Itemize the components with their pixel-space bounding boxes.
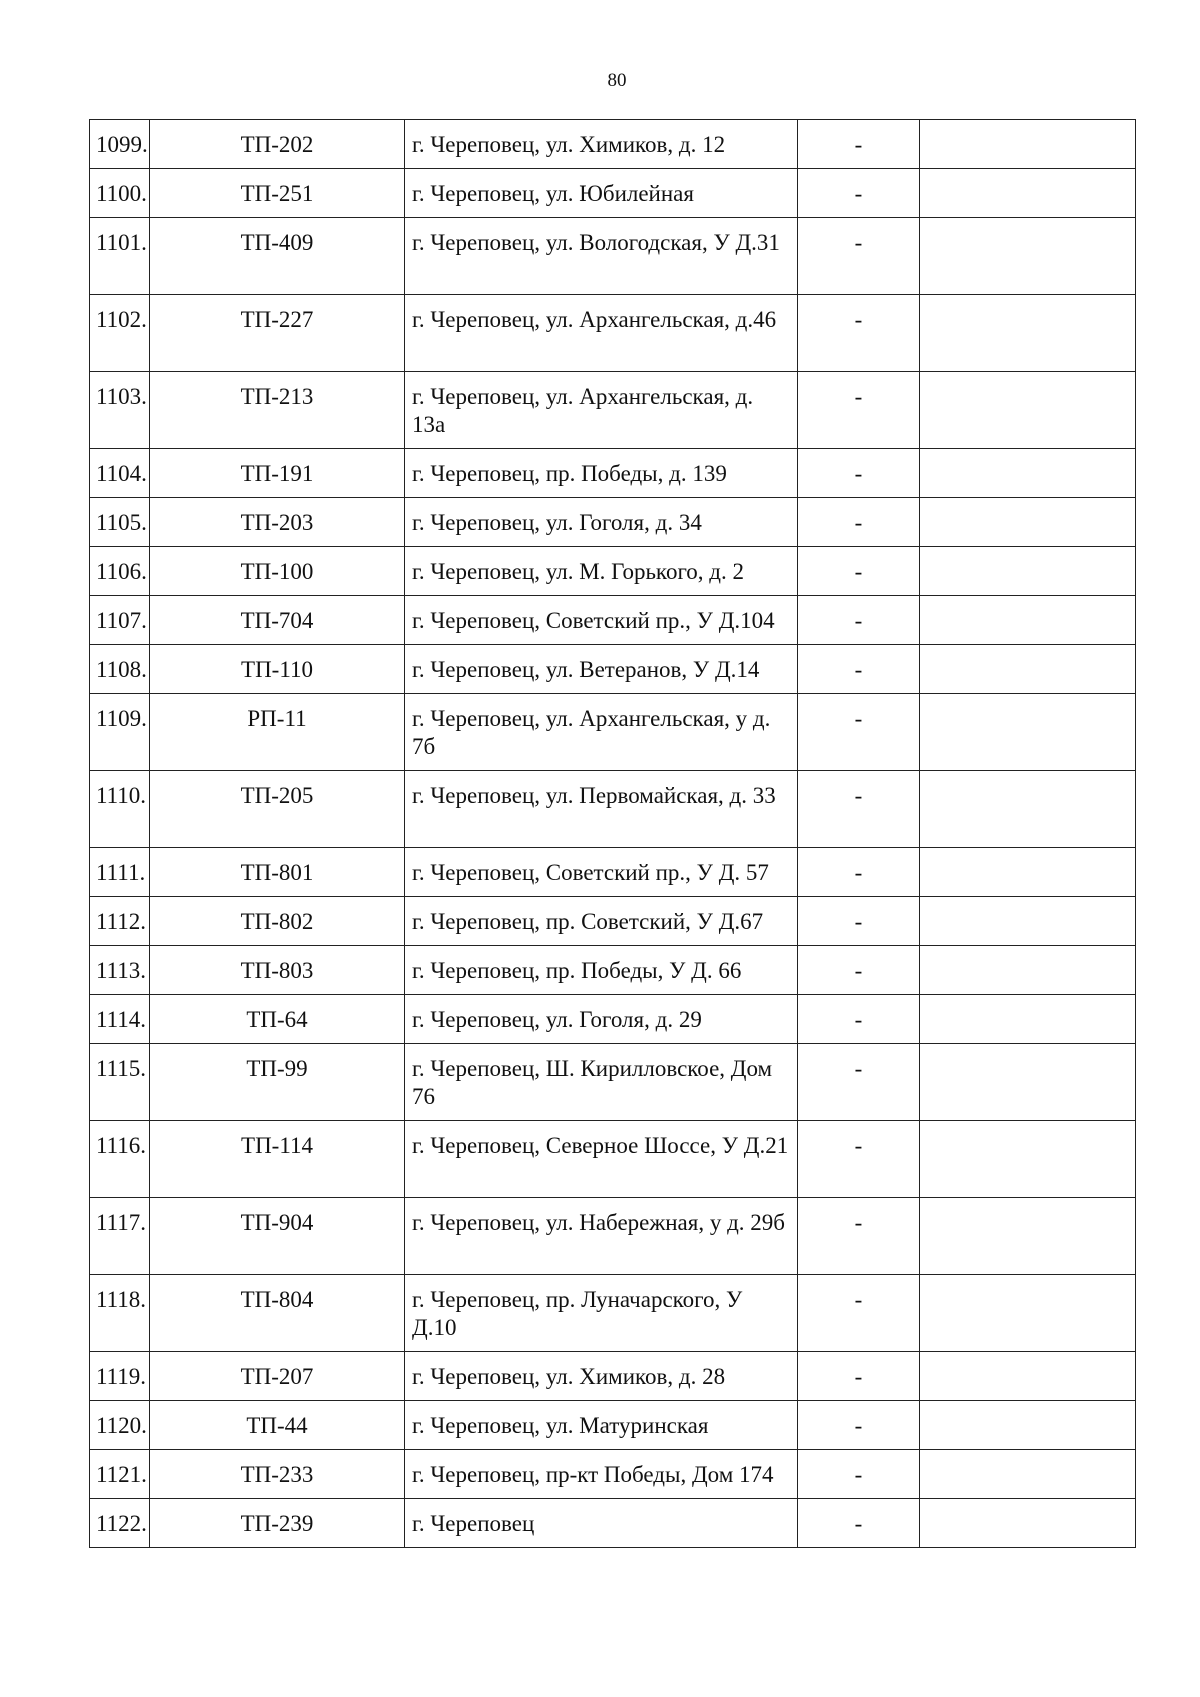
address-cell: г. Череповец, пр. Луначарского, У Д.10 [405, 1275, 798, 1352]
mark-cell: - [798, 449, 920, 498]
table-row [90, 1044, 1136, 1121]
address-cell: г. Череповец, ул. Химиков, д. 28 [405, 1352, 798, 1401]
row-number-cell: 1105. [90, 498, 150, 547]
row-number-cell: 1103. [90, 372, 150, 449]
empty-cell [920, 218, 1136, 295]
row-number-cell: 1113. [90, 946, 150, 995]
row-number-cell: 1115. [90, 1044, 150, 1121]
empty-cell [920, 1121, 1136, 1198]
address-cell: г. Череповец, ул. Химиков, д. 12 [405, 120, 798, 169]
mark-cell: - [798, 946, 920, 995]
address-cell: г. Череповец, ул. Первомайская, д. 33 [405, 771, 798, 848]
substation-code-cell: ТП-100 [150, 547, 405, 596]
row-number-cell: 1100. [90, 169, 150, 218]
address-cell: г. Череповец, пр. Победы, У Д. 66 [405, 946, 798, 995]
row-number-cell: 1110. [90, 771, 150, 848]
empty-cell [920, 547, 1136, 596]
substation-code-cell: ТП-99 [150, 1044, 405, 1121]
table-row [90, 897, 1136, 946]
substation-table [89, 119, 1136, 1548]
empty-cell [920, 1044, 1136, 1121]
mark-cell: - [798, 771, 920, 848]
empty-cell [920, 169, 1136, 218]
empty-cell [920, 120, 1136, 169]
table-row [90, 449, 1136, 498]
table-row [90, 1275, 1136, 1352]
empty-cell [920, 1450, 1136, 1499]
table-row [90, 372, 1136, 449]
substation-code-cell: ТП-904 [150, 1198, 405, 1275]
substation-code-cell: ТП-207 [150, 1352, 405, 1401]
mark-cell: - [798, 596, 920, 645]
address-cell: г. Череповец, ул. Гоголя, д. 29 [405, 995, 798, 1044]
table-row [90, 946, 1136, 995]
address-cell: г. Череповец, ул. Архангельская, д.46 [405, 295, 798, 372]
address-cell: г. Череповец, ул. Юбилейная [405, 169, 798, 218]
empty-cell [920, 946, 1136, 995]
mark-cell: - [798, 295, 920, 372]
address-cell: г. Череповец, ул. Матуринская [405, 1401, 798, 1450]
mark-cell: - [798, 1450, 920, 1499]
address-cell: г. Череповец, ул. Гоголя, д. 34 [405, 498, 798, 547]
row-number-cell: 1108. [90, 645, 150, 694]
address-cell: г. Череповец, ул. Архангельская, у д. 7б [405, 694, 798, 771]
table-row [90, 218, 1136, 295]
mark-cell: - [798, 1198, 920, 1275]
address-cell: г. Череповец, пр. Советский, У Д.67 [405, 897, 798, 946]
row-number-cell: 1120. [90, 1401, 150, 1450]
row-number-cell: 1109. [90, 694, 150, 771]
substation-code-cell: РП-11 [150, 694, 405, 771]
mark-cell: - [798, 120, 920, 169]
mark-cell: - [798, 848, 920, 897]
empty-cell [920, 1401, 1136, 1450]
mark-cell: - [798, 1121, 920, 1198]
mark-cell: - [798, 169, 920, 218]
empty-cell [920, 897, 1136, 946]
mark-cell: - [798, 897, 920, 946]
row-number-cell: 1111. [90, 848, 150, 897]
address-cell: г. Череповец, ул. Набережная, у д. 29б [405, 1198, 798, 1275]
table-row [90, 995, 1136, 1044]
table-row [90, 1401, 1136, 1450]
table-row [90, 645, 1136, 694]
row-number-cell: 1121. [90, 1450, 150, 1499]
empty-cell [920, 498, 1136, 547]
empty-cell [920, 771, 1136, 848]
row-number-cell: 1119. [90, 1352, 150, 1401]
table-row [90, 1198, 1136, 1275]
table-row [90, 596, 1136, 645]
row-number-cell: 1102. [90, 295, 150, 372]
mark-cell: - [798, 547, 920, 596]
empty-cell [920, 295, 1136, 372]
substation-code-cell: ТП-227 [150, 295, 405, 372]
empty-cell [920, 995, 1136, 1044]
substation-code-cell: ТП-44 [150, 1401, 405, 1450]
mark-cell: - [798, 1499, 920, 1548]
empty-cell [920, 694, 1136, 771]
empty-cell [920, 1352, 1136, 1401]
empty-cell [920, 645, 1136, 694]
mark-cell: - [798, 1275, 920, 1352]
address-cell: г. Череповец, Советский пр., У Д.104 [405, 596, 798, 645]
substation-code-cell: ТП-191 [150, 449, 405, 498]
row-number-cell: 1107. [90, 596, 150, 645]
table-row [90, 1499, 1136, 1548]
table-row [90, 295, 1136, 372]
table-row [90, 169, 1136, 218]
substation-code-cell: ТП-233 [150, 1450, 405, 1499]
mark-cell: - [798, 498, 920, 547]
table-row [90, 1450, 1136, 1499]
mark-cell: - [798, 218, 920, 295]
table-row [90, 1121, 1136, 1198]
substation-code-cell: ТП-202 [150, 120, 405, 169]
table-row [90, 498, 1136, 547]
empty-cell [920, 449, 1136, 498]
address-cell: г. Череповец, пр. Победы, д. 139 [405, 449, 798, 498]
empty-cell [920, 596, 1136, 645]
row-number-cell: 1101. [90, 218, 150, 295]
empty-cell [920, 1198, 1136, 1275]
substation-code-cell: ТП-213 [150, 372, 405, 449]
mark-cell: - [798, 1401, 920, 1450]
substation-code-cell: ТП-114 [150, 1121, 405, 1198]
substation-code-cell: ТП-804 [150, 1275, 405, 1352]
row-number-cell: 1106. [90, 547, 150, 596]
address-cell: г. Череповец, ул. Ветеранов, У Д.14 [405, 645, 798, 694]
table-body [90, 120, 1136, 1548]
row-number-cell: 1114. [90, 995, 150, 1044]
mark-cell: - [798, 694, 920, 771]
table-row [90, 771, 1136, 848]
substation-code-cell: ТП-802 [150, 897, 405, 946]
row-number-cell: 1104. [90, 449, 150, 498]
empty-cell [920, 372, 1136, 449]
row-number-cell: 1118. [90, 1275, 150, 1352]
row-number-cell: 1099. [90, 120, 150, 169]
address-cell: г. Череповец, Северное Шоссе, У Д.21 [405, 1121, 798, 1198]
mark-cell: - [798, 995, 920, 1044]
substation-code-cell: ТП-704 [150, 596, 405, 645]
address-cell: г. Череповец, Советский пр., У Д. 57 [405, 848, 798, 897]
row-number-cell: 1122. [90, 1499, 150, 1548]
row-number-cell: 1116. [90, 1121, 150, 1198]
substation-code-cell: ТП-803 [150, 946, 405, 995]
mark-cell: - [798, 372, 920, 449]
page-number: 80 [607, 70, 627, 91]
address-cell: г. Череповец [405, 1499, 798, 1548]
table-row [90, 848, 1136, 897]
mark-cell: - [798, 1352, 920, 1401]
row-number-cell: 1117. [90, 1198, 150, 1275]
substation-code-cell: ТП-251 [150, 169, 405, 218]
table-row [90, 547, 1136, 596]
address-cell: г. Череповец, ул. Вологодская, У Д.31 [405, 218, 798, 295]
table-row [90, 694, 1136, 771]
table-row [90, 1352, 1136, 1401]
substation-code-cell: ТП-409 [150, 218, 405, 295]
substation-code-cell: ТП-239 [150, 1499, 405, 1548]
substation-code-cell: ТП-205 [150, 771, 405, 848]
address-cell: г. Череповец, ул. Архангельская, д. 13а [405, 372, 798, 449]
mark-cell: - [798, 645, 920, 694]
row-number-cell: 1112. [90, 897, 150, 946]
substation-code-cell: ТП-64 [150, 995, 405, 1044]
address-cell: г. Череповец, Ш. Кирилловское, Дом 76 [405, 1044, 798, 1121]
mark-cell: - [798, 1044, 920, 1121]
substation-code-cell: ТП-801 [150, 848, 405, 897]
substation-code-cell: ТП-203 [150, 498, 405, 547]
empty-cell [920, 1499, 1136, 1548]
substation-code-cell: ТП-110 [150, 645, 405, 694]
empty-cell [920, 1275, 1136, 1352]
table-row [90, 120, 1136, 169]
address-cell: г. Череповец, ул. М. Горького, д. 2 [405, 547, 798, 596]
address-cell: г. Череповец, пр-кт Победы, Дом 174 [405, 1450, 798, 1499]
empty-cell [920, 848, 1136, 897]
